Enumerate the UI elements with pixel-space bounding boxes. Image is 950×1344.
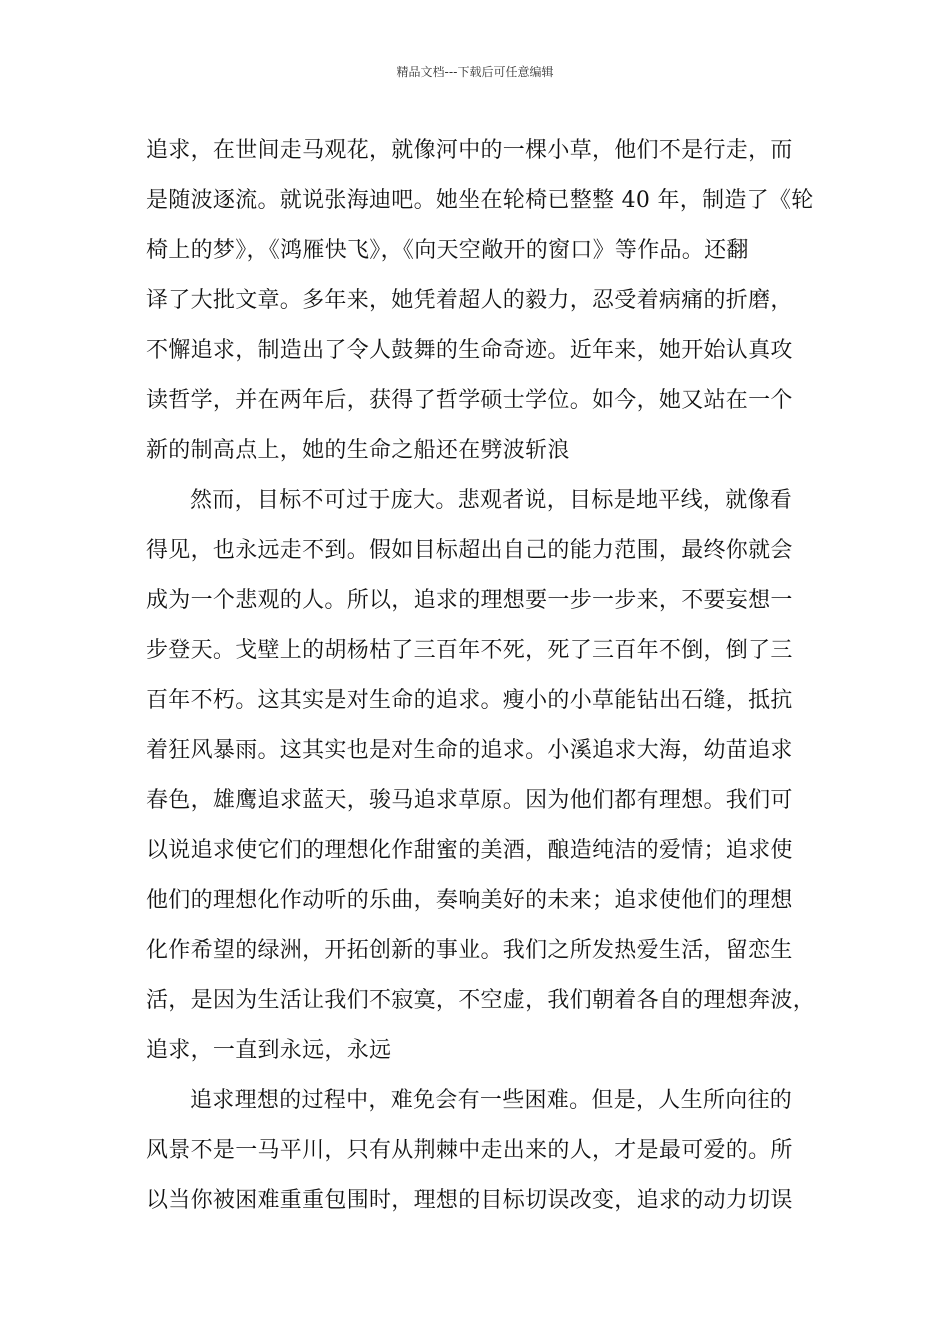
text-line: 着狂风暴雨。这其实也是对生命的追求。小溪追求大海，幼苗追求 xyxy=(146,738,793,763)
text-line: 译了大批文章。多年来，她凭着超人的毅力，忍受着病痛的折磨， xyxy=(146,288,793,313)
text-line: 追求，一直到永远，永远 xyxy=(146,1038,392,1063)
paragraph xyxy=(146,132,826,482)
text-line: 不懈追求，制造出了令人鼓舞的生命奇迹。近年来，她开始认真攻 xyxy=(146,338,793,363)
text-line: 椅上的梦》，《鸿雁快飞》，《向天空敞开的窗口》等作品。还翻 xyxy=(146,238,749,263)
page-header: 精品文档---下载后可任意编辑 xyxy=(396,65,554,79)
text-line: 得见，也永远走不到。假如目标超出自己的能力范围，最终你就会 xyxy=(146,538,793,563)
text-line: 活，是因为生活让我们不寂寞，不空虚，我们朝着各自的理想奔波， xyxy=(146,988,816,1013)
text-line: 以当你被困难重重包围时，理想的目标切误改变，追求的动力切误 xyxy=(146,1188,793,1213)
text-line: 是随波逐流。就说张海迪吧。她坐在轮椅已整整 40 年，制造了《轮 xyxy=(146,188,814,213)
text-line: 百年不朽。这其实是对生命的追求。瘦小的小草能钻出石缝，抵抗 xyxy=(146,688,793,713)
text-line: 新的制高点上，她的生命之船还在劈波斩浪 xyxy=(146,438,570,463)
text-line: 成为一个悲观的人。所以，追求的理想要一步一步来，不要妄想一 xyxy=(146,588,793,613)
text-line: 追求，在世间走马观花，就像河中的一棵小草，他们不是行走，而 xyxy=(146,138,793,163)
text-line: 风景不是一马平川，只有从荆棘中走出来的人，才是最可爱的。所 xyxy=(146,1138,793,1163)
text-line: 他们的理想化作动听的乐曲，奏响美好的未来；追求使他们的理想 xyxy=(146,888,793,913)
text-line: 然而，目标不可过于庞大。悲观者说，目标是地平线，就像看 xyxy=(190,488,793,513)
document-body xyxy=(146,132,826,1232)
text-line: 读哲学，并在两年后，获得了哲学硕士学位。如今，她又站在一个 xyxy=(146,388,793,413)
paragraph xyxy=(146,1082,826,1232)
text-line: 追求理想的过程中，难免会有一些困难。但是，人生所向往的 xyxy=(190,1088,793,1113)
text-line: 春色，雄鹰追求蓝天，骏马追求草原。因为他们都有理想。我们可 xyxy=(146,788,793,813)
paragraph xyxy=(146,482,826,1082)
text-line: 化作希望的绿洲，开拓创新的事业。我们之所发热爱生活，留恋生 xyxy=(146,938,793,963)
text-line: 步登天。戈壁上的胡杨枯了三百年不死，死了三百年不倒，倒了三 xyxy=(146,638,793,663)
text-line: 以说追求使它们的理想化作甜蜜的美酒，酿造纯洁的爱情；追求使 xyxy=(146,838,793,863)
